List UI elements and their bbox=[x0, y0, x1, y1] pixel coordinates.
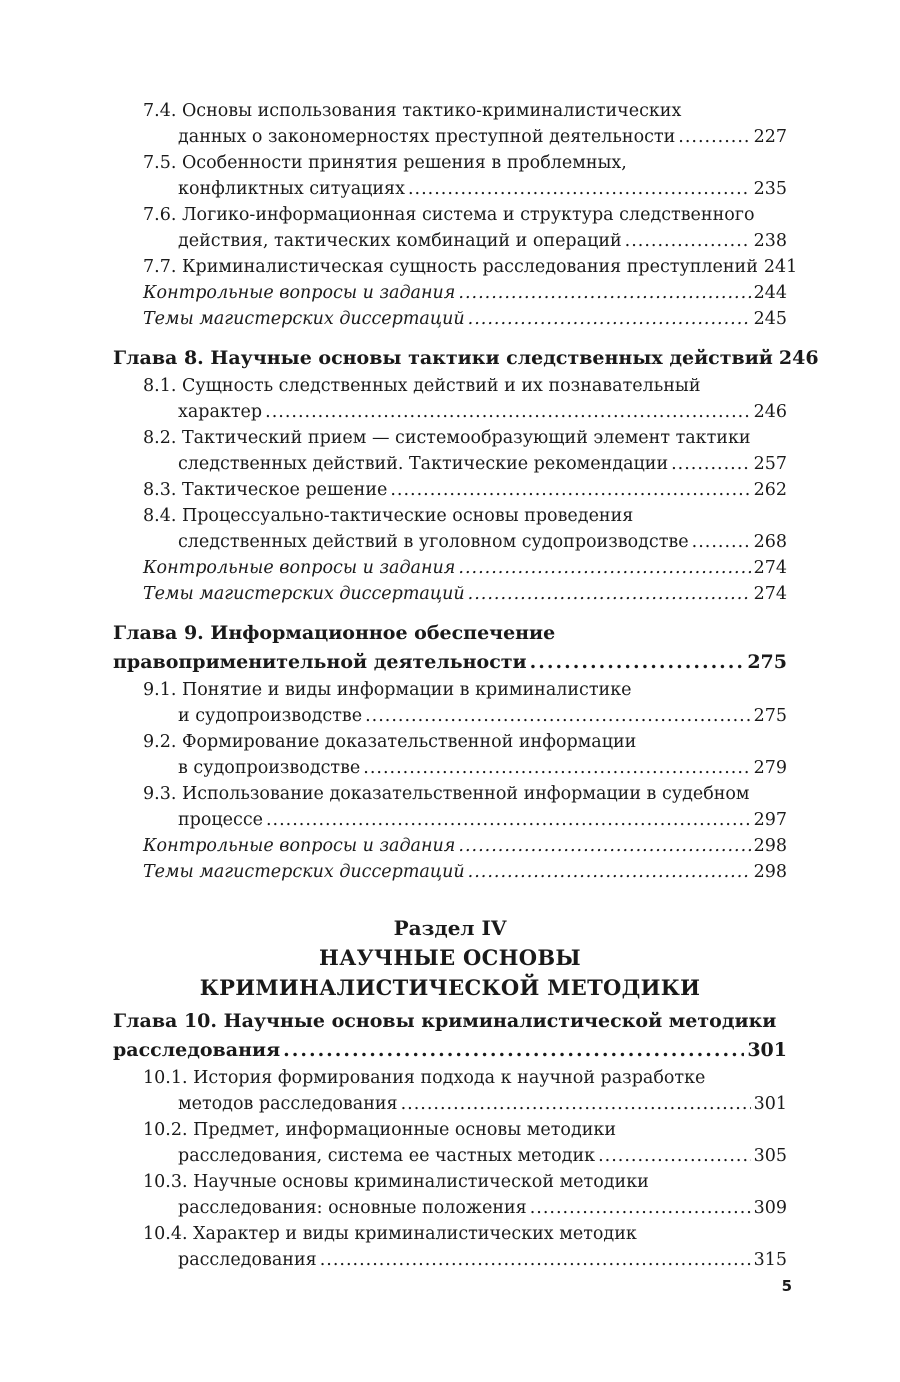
dot-leader bbox=[468, 306, 751, 332]
toc-page-number: 245 bbox=[753, 309, 787, 329]
dot-leader bbox=[530, 1195, 751, 1221]
table-of-contents bbox=[113, 98, 819, 1273]
toc-chapter-title-cont: правоприменительной деятельности bbox=[113, 651, 527, 673]
toc-entry-title: Контрольные вопросы и задания bbox=[143, 558, 456, 578]
toc-entry-title: 9.2. Формирование доказательственной информации bbox=[143, 732, 637, 752]
toc-entry-9-3[interactable] bbox=[113, 781, 787, 833]
toc-chapter-title: Глава 9. Информационное обеспечение bbox=[113, 622, 556, 644]
toc-entry-10-4[interactable] bbox=[113, 1221, 787, 1273]
toc-entry-7-7[interactable] bbox=[113, 254, 798, 280]
toc-page-number: 241 bbox=[763, 257, 798, 277]
toc-entry-title-cont: характер bbox=[178, 402, 263, 422]
toc-entry-title: Темы магистерских диссертаций bbox=[143, 584, 465, 604]
toc-entry-title: Темы магистерских диссертаций bbox=[143, 862, 465, 882]
toc-entry-title-cont: конфликтных ситуациях bbox=[178, 179, 405, 199]
toc-page-number: 301 bbox=[747, 1039, 787, 1061]
toc-entry-title: 8.3. Тактическое решение bbox=[143, 480, 388, 500]
toc-entry-title: 8.2. Тактический прием — системообразующий элемент тактики bbox=[143, 428, 751, 448]
toc-entry-title-cont: действия, тактических комбинаций и операций bbox=[178, 231, 622, 251]
toc-page-number: 246 bbox=[753, 402, 787, 422]
dot-leader bbox=[363, 755, 750, 781]
toc-entry-10-2[interactable] bbox=[113, 1117, 787, 1169]
toc-entry-7-topics[interactable] bbox=[113, 306, 787, 332]
toc-page-number: 235 bbox=[753, 179, 787, 199]
toc-entry-10-3[interactable] bbox=[113, 1169, 787, 1221]
toc-entry-10-1[interactable] bbox=[113, 1065, 787, 1117]
toc-entry-title: 10.3. Научные основы криминалистической методики bbox=[143, 1172, 649, 1192]
dot-leader bbox=[458, 280, 750, 306]
dot-leader bbox=[598, 1143, 751, 1169]
toc-entry-title: Контрольные вопросы и задания bbox=[143, 836, 456, 856]
toc-entry-8-3[interactable] bbox=[113, 477, 787, 503]
section-number: Раздел IV bbox=[393, 916, 507, 940]
toc-entry-7-questions[interactable] bbox=[113, 280, 787, 306]
toc-entry-title: 9.1. Понятие и виды информации в криминалистике bbox=[143, 680, 632, 700]
dot-leader bbox=[390, 477, 750, 503]
section-heading bbox=[113, 913, 787, 1003]
toc-page-number: 298 bbox=[753, 862, 787, 882]
section-title-line-1: НАУЧНЫЕ ОСНОВЫ bbox=[319, 945, 581, 970]
toc-entry-title: 8.4. Процессуально-тактические основы проведения bbox=[143, 506, 634, 526]
toc-page-number: 297 bbox=[753, 810, 787, 830]
toc-chapter-8[interactable] bbox=[113, 344, 819, 373]
toc-entry-title-cont: процессе bbox=[178, 810, 263, 830]
toc-entry-title: 7.6. Логико-информационная система и структура следственного bbox=[143, 205, 755, 225]
dot-leader bbox=[625, 228, 751, 254]
toc-page-number: 244 bbox=[753, 283, 787, 303]
toc-entry-9-2[interactable] bbox=[113, 729, 787, 781]
toc-entry-8-topics[interactable] bbox=[113, 581, 787, 607]
toc-entry-title-cont: расследования, система ее частных методик bbox=[178, 1146, 596, 1166]
toc-chapter-title: Глава 8. Научные основы тактики следственных действий bbox=[113, 347, 773, 369]
toc-entry-9-topics[interactable] bbox=[113, 859, 787, 885]
toc-page-number: 309 bbox=[753, 1198, 787, 1218]
toc-entry-title-cont: и судопроизводстве bbox=[178, 706, 363, 726]
toc-page-number: 246 bbox=[778, 347, 819, 369]
toc-page-number: 301 bbox=[753, 1094, 787, 1114]
dot-leader bbox=[468, 859, 751, 885]
toc-page-number: 227 bbox=[753, 127, 787, 147]
toc-entry-title-cont: следственных действий. Тактические рекомендации bbox=[178, 454, 669, 474]
toc-page-number: 268 bbox=[753, 532, 787, 552]
toc-page-number: 279 bbox=[753, 758, 787, 778]
toc-entry-7-5[interactable] bbox=[113, 150, 787, 202]
toc-entry-title: 10.1. История формирования подхода к научной разработке bbox=[143, 1068, 706, 1088]
toc-entry-7-6[interactable] bbox=[113, 202, 787, 254]
toc-chapter-title-cont: расследования bbox=[113, 1039, 281, 1061]
toc-entry-title-cont: методов расследования bbox=[178, 1094, 398, 1114]
dot-leader bbox=[458, 833, 750, 859]
toc-entry-title-cont: расследования: основные положения bbox=[178, 1198, 527, 1218]
toc-entry-title: 9.3. Использование доказательственной информации в судебном bbox=[143, 784, 750, 804]
toc-page-number: 305 bbox=[753, 1146, 787, 1166]
toc-entry-title-cont: в судопроизводстве bbox=[178, 758, 361, 778]
toc-page-number: 298 bbox=[753, 836, 787, 856]
toc-entry-7-4[interactable] bbox=[113, 98, 787, 150]
toc-entry-8-2[interactable] bbox=[113, 425, 787, 477]
page-number: 5 bbox=[781, 1277, 792, 1295]
dot-leader bbox=[408, 176, 751, 202]
dot-leader bbox=[320, 1247, 751, 1273]
dot-leader bbox=[266, 807, 751, 833]
toc-entry-title: Темы магистерских диссертаций bbox=[143, 309, 465, 329]
dot-leader bbox=[458, 555, 750, 581]
toc-chapter-title: Глава 10. Научные основы криминалистической методики bbox=[113, 1010, 777, 1032]
toc-entry-title: 10.4. Характер и виды криминалистических методик bbox=[143, 1224, 637, 1244]
dot-leader bbox=[671, 451, 750, 477]
toc-chapter-10[interactable] bbox=[113, 1007, 787, 1065]
toc-entry-8-questions[interactable] bbox=[113, 555, 787, 581]
toc-page-number: 315 bbox=[753, 1250, 787, 1270]
toc-entry-title: 7.7. Криминалистическая сущность расследования преступлений bbox=[143, 257, 758, 277]
dot-leader bbox=[283, 1036, 744, 1065]
toc-chapter-9[interactable] bbox=[113, 619, 787, 677]
toc-page-number: 275 bbox=[753, 706, 787, 726]
toc-entry-title-cont: расследования bbox=[178, 1250, 317, 1270]
toc-page-number: 274 bbox=[753, 584, 787, 604]
toc-entry-8-4[interactable] bbox=[113, 503, 787, 555]
dot-leader bbox=[265, 399, 750, 425]
toc-entry-title: 8.1. Сущность следственных действий и их познавательный bbox=[143, 376, 701, 396]
toc-entry-title-cont: данных о закономерностях преступной деятельности bbox=[178, 127, 676, 147]
toc-entry-8-1[interactable] bbox=[113, 373, 787, 425]
dot-leader bbox=[692, 529, 751, 555]
dot-leader bbox=[365, 703, 750, 729]
toc-entry-9-1[interactable] bbox=[113, 677, 787, 729]
toc-entry-title: 7.5. Особенности принятия решения в проблемных, bbox=[143, 153, 627, 173]
toc-entry-9-questions[interactable] bbox=[113, 833, 787, 859]
section-title-line-2: КРИМИНАЛИСТИЧЕСКОЙ МЕТОДИКИ bbox=[199, 975, 701, 1000]
toc-entry-title: 7.4. Основы использования тактико-криминалистических bbox=[143, 101, 682, 121]
toc-entry-title: Контрольные вопросы и задания bbox=[143, 283, 456, 303]
toc-page-number: 238 bbox=[753, 231, 787, 251]
dot-leader bbox=[530, 648, 745, 677]
toc-page-number: 275 bbox=[747, 651, 787, 673]
toc-page-number: 274 bbox=[753, 558, 787, 578]
dot-leader bbox=[401, 1091, 751, 1117]
toc-page-number: 262 bbox=[753, 480, 787, 500]
toc-page-number: 257 bbox=[753, 454, 787, 474]
dot-leader bbox=[468, 581, 751, 607]
dot-leader bbox=[678, 124, 750, 150]
toc-entry-title-cont: следственных действий в уголовном судопроизводстве bbox=[178, 532, 689, 552]
toc-entry-title: 10.2. Предмет, информационные основы методики bbox=[143, 1120, 617, 1140]
